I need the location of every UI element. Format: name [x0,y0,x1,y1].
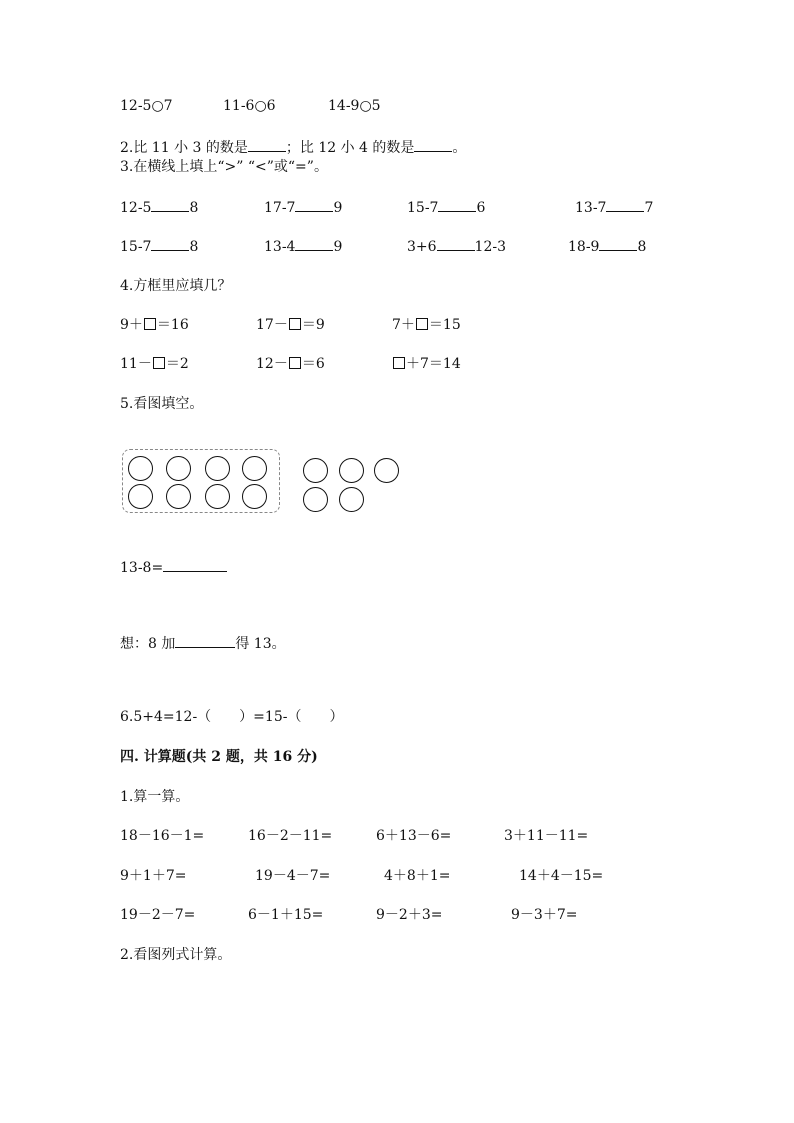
calc-title: 1.算一算。 [120,789,190,805]
answer-box[interactable] [289,357,301,369]
answer-box[interactable] [153,357,165,369]
compare-blank-item: 18-9 8 [568,239,647,255]
question-3-title: 3.在横线上填上“>” “<”或“=”。 [120,159,328,175]
calc-item: 6＋13－6= [376,828,452,844]
circle-icon [166,484,191,509]
calc-item: 9－2＋3= [376,907,443,923]
answer-blank[interactable] [438,198,476,212]
circle-icon [128,484,153,509]
answer-blank[interactable] [248,138,286,152]
answer-box[interactable] [144,318,156,330]
answer-box[interactable] [393,357,405,369]
answer-blank[interactable] [606,198,644,212]
equation-13-8: 13-8= [120,558,227,577]
compare-blank-item: 12-5 8 [120,200,199,216]
compare-circle-icon[interactable]: ○ [254,98,267,114]
question-6: 6.5+4=12-（ ）=15-（ ） [120,709,344,725]
circle-icon [205,484,230,509]
box-equation: 17－ ＝9 [256,317,325,333]
calc-item: 4＋8＋1= [384,868,451,884]
question-4-title: 4.方框里应填几？ [120,278,232,294]
question-last-title: 2.看图列式计算。 [120,947,232,963]
compare-item-3: 14-9○5 [328,98,381,114]
answer-box[interactable] [289,318,301,330]
compare-blank-item: 15-7 6 [407,200,486,216]
compare-blank-item: 15-7 8 [120,239,199,255]
compare-item-1: 12-5○7 [120,98,173,114]
answer-box[interactable] [416,318,428,330]
box-equation: 7＋ ＝15 [392,317,461,333]
calc-item: 18－16－1= [120,828,205,844]
calc-item: 14＋4－15= [519,868,604,884]
circle-icon [374,458,399,483]
answer-blank[interactable] [599,237,637,251]
calc-item: 19－4－7= [255,868,331,884]
think-line: 想：8 加 得 13。 [120,636,286,652]
question-2: 2.比 11 小 3 的数是 ；比 12 小 4 的数是 。 [120,140,467,156]
compare-circle-icon[interactable]: ○ [151,98,164,114]
answer-blank[interactable] [295,198,333,212]
answer-blank[interactable] [151,198,189,212]
answer-blank[interactable] [151,237,189,251]
circle-icon [339,487,364,512]
box-equation: 12－ ＝6 [256,356,325,372]
answer-blank[interactable] [175,634,235,648]
answer-blank[interactable] [163,558,227,572]
calc-item: 19－2－7= [120,907,196,923]
answer-blank[interactable] [437,237,475,251]
calc-item: 6－1＋15= [248,907,324,923]
compare-blank-item: 13-4 9 [264,239,343,255]
box-equation: 9＋ ＝16 [120,317,189,333]
circle-icon [303,487,328,512]
compare-blank-item: 13-7 7 [575,200,654,216]
compare-item-2: 11-6○6 [223,98,276,114]
answer-blank[interactable] [295,237,333,251]
calc-item: 3＋11－11= [504,828,589,844]
calc-item: 9－3＋7= [511,907,578,923]
circle-icon [128,456,153,481]
circle-icon [205,456,230,481]
circle-icon [242,456,267,481]
box-equation: ＋7＝14 [392,355,461,373]
compare-blank-item: 17-7 9 [264,200,343,216]
compare-circle-icon[interactable]: ○ [359,98,372,114]
question-5-title: 5.看图填空。 [120,396,204,412]
circle-icon [242,484,267,509]
compare-blank-item: 3+6 12-3 [407,239,506,255]
circle-icon [166,456,191,481]
answer-blank[interactable] [414,138,452,152]
circle-icon [303,458,328,483]
box-equation: 11－ ＝2 [120,356,189,372]
calc-item: 9＋1＋7= [120,868,187,884]
calc-item: 16－2－11= [248,828,333,844]
circle-icon [339,458,364,483]
section-title: 四. 计算题(共 2 题，共 16 分) [120,749,318,765]
